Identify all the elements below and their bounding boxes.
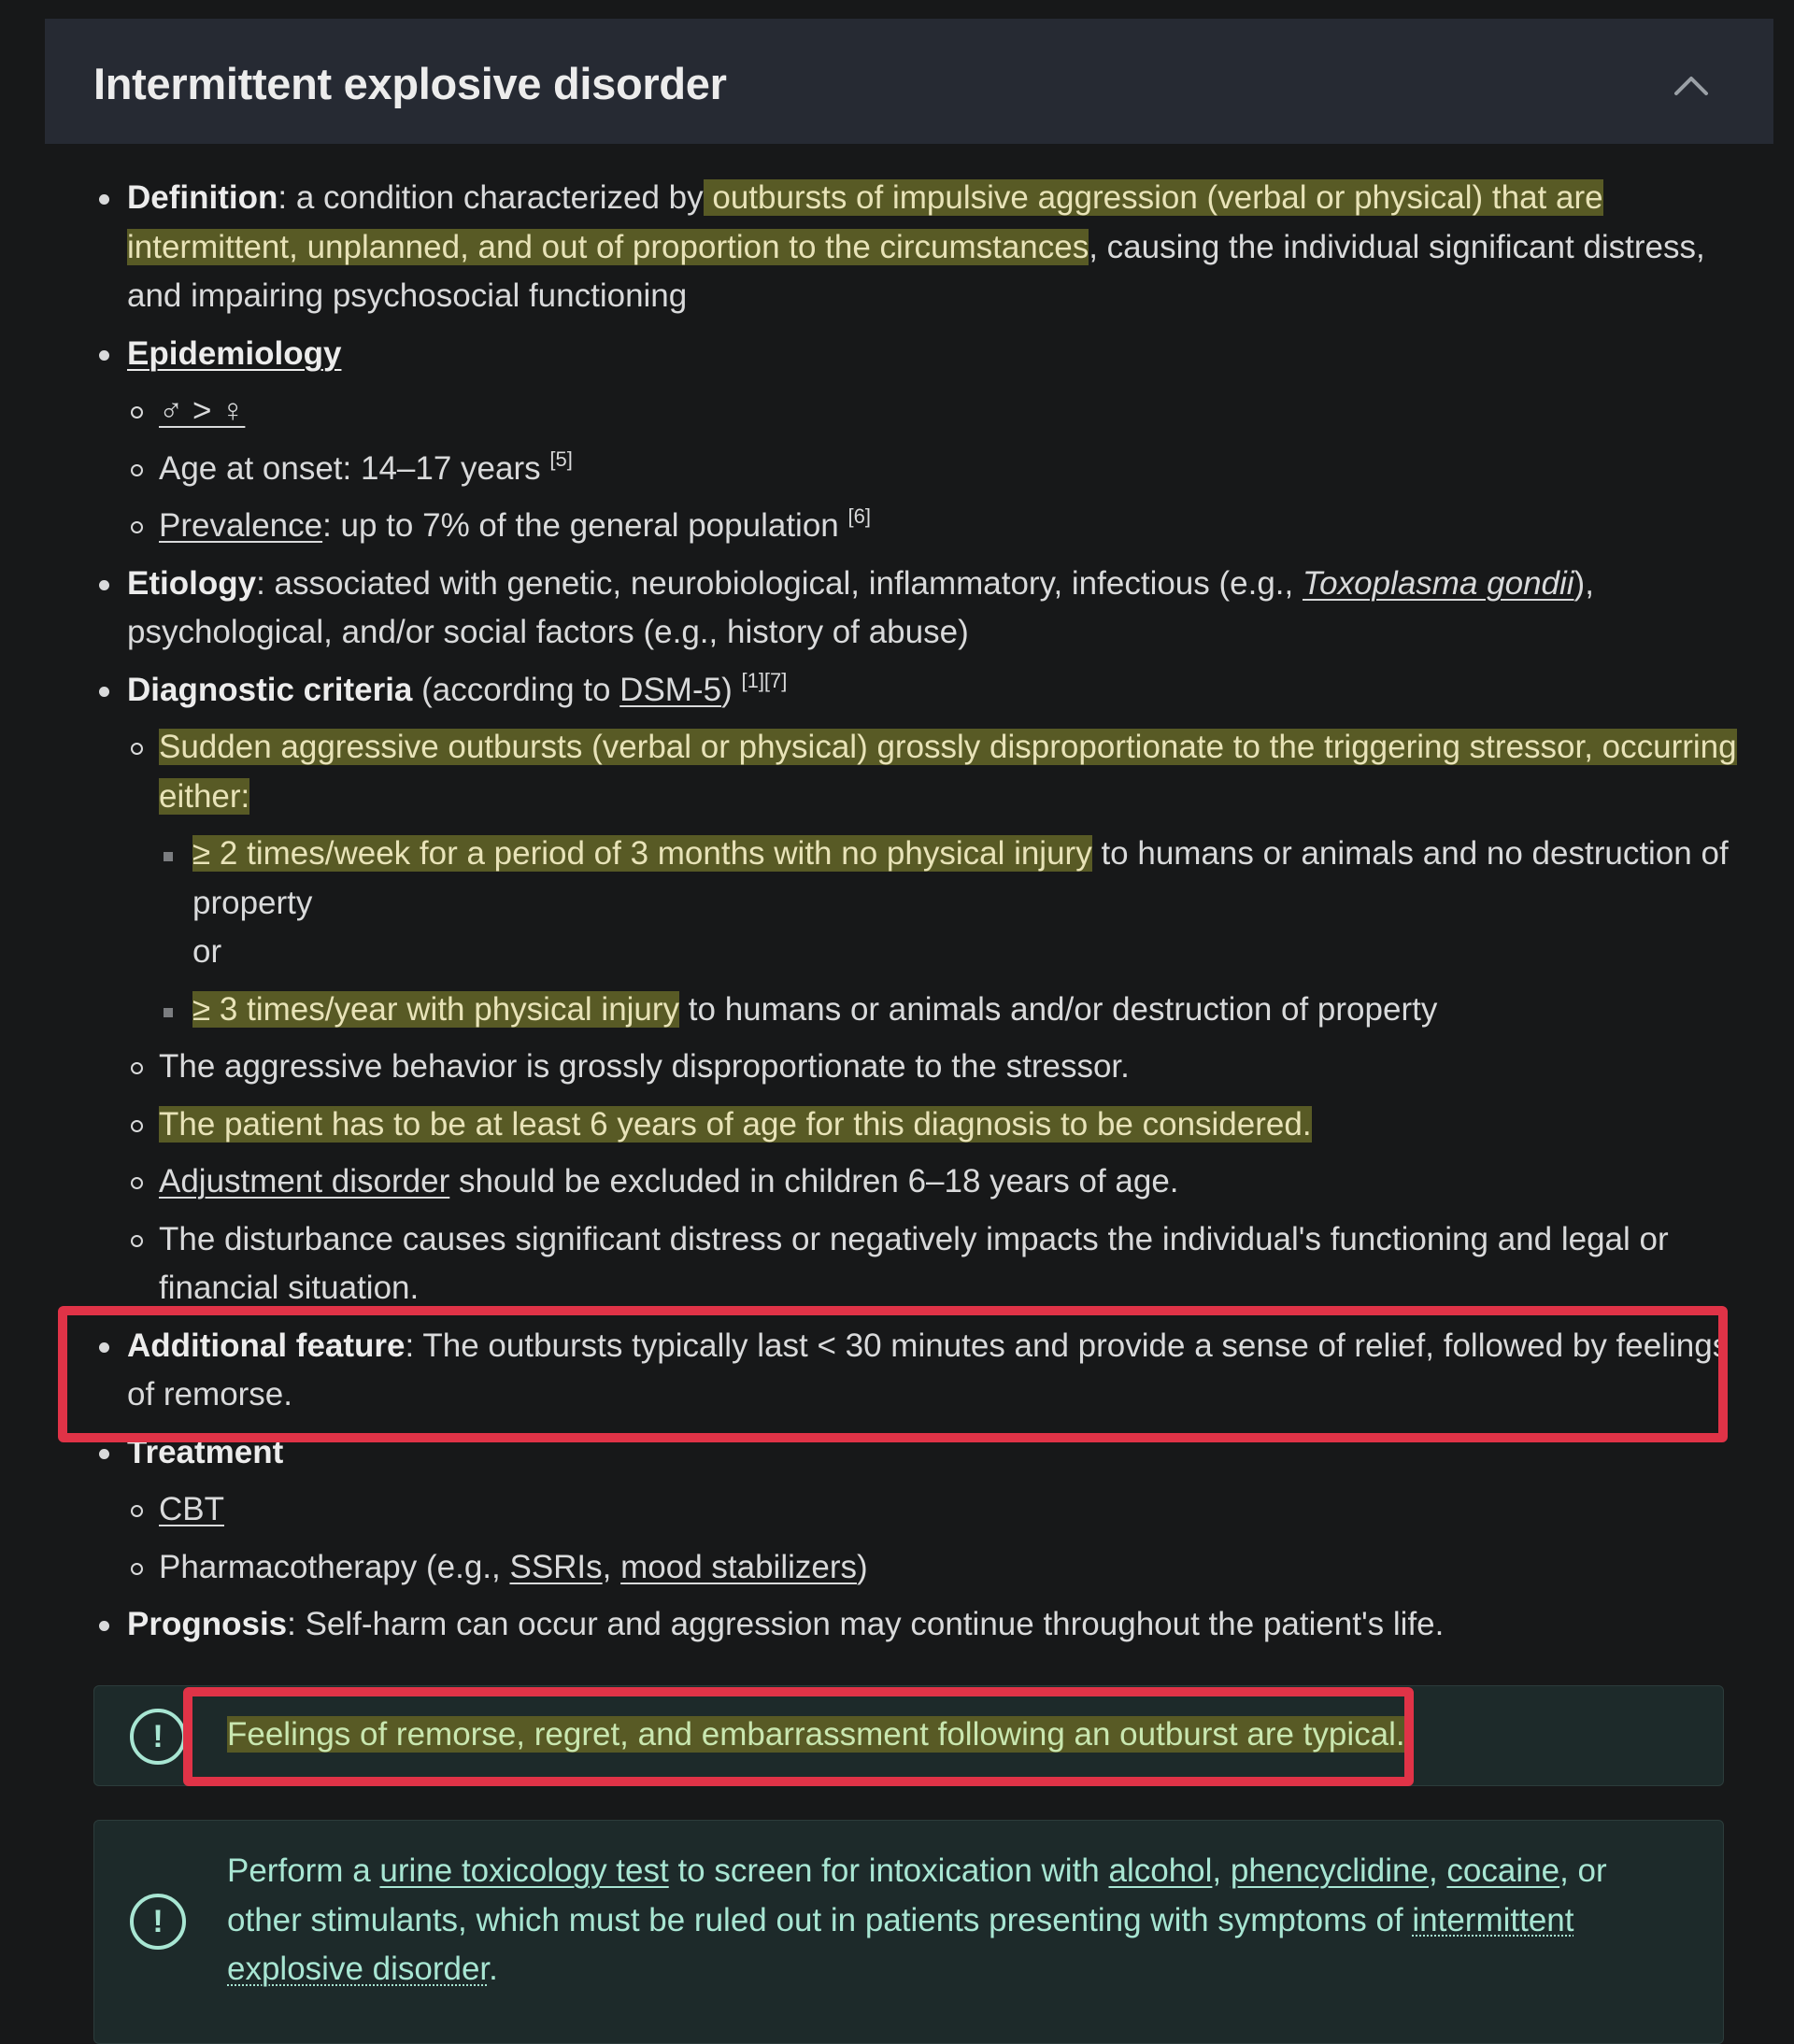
prognosis-item	[93, 1600, 1738, 1650]
etiology-label: Etiology	[127, 564, 257, 602]
tip-text-part: , or other stimulants, which must be ruled out in patients presenting with symptoms of	[227, 1852, 1607, 1938]
definition-item	[93, 174, 1738, 321]
treatment-item	[93, 1428, 1738, 1593]
criterion-disproportionate	[127, 1043, 1738, 1092]
epidemiology-item	[93, 330, 1738, 551]
epidemiology-link[interactable]: Epidemiology	[127, 334, 342, 372]
ssri-link[interactable]: SSRIs	[509, 1548, 603, 1585]
definition-text-2: , causing the individual significant distress, and impairing psychosocial functioning	[127, 228, 1705, 314]
onset-reference[interactable]: [5]	[549, 447, 573, 471]
criterion-age-text: The patient has to be at least 6 years of age for this diagnosis to be considered.	[159, 1105, 1312, 1143]
alcohol-link[interactable]: alcohol	[1108, 1852, 1213, 1889]
criterion-frequency-a	[159, 830, 1738, 977]
diagnostic-text: (according to	[412, 671, 620, 708]
criterion-distress-text: The disturbance causes significant distress or negatively impacts the individual's functioning and legal or financial situation.	[159, 1220, 1669, 1306]
tip-toxicology-text	[227, 1847, 1685, 1994]
additional-feature-text: : The outbursts typically last < 30 minutes and provide a sense of relief, followed by feelings of remorse.	[127, 1327, 1730, 1412]
separator: ,	[602, 1548, 621, 1585]
etiology-text: : associated with genetic, neurobiological, inflammatory, infectious (e.g.,	[256, 564, 1303, 602]
tip-text-part: .	[489, 1951, 498, 1987]
pharmacotherapy-text-2: )	[857, 1548, 868, 1585]
treatment-label: Treatment	[127, 1433, 284, 1470]
adjustment-disorder-link[interactable]: Adjustment disorder	[159, 1163, 450, 1199]
sex-ratio-item	[127, 387, 1738, 436]
prevalence-link[interactable]: Prevalence	[159, 507, 323, 544]
criterion-outbursts	[127, 723, 1738, 1034]
criterion-adjustment	[127, 1157, 1738, 1207]
criterion-frequency-b-highlight: ≥ 3 times/year with physical injury	[192, 990, 680, 1028]
dsm5-link[interactable]: DSM-5	[619, 671, 722, 708]
criterion-frequency-b-text: to humans or animals and/or destruction of property	[679, 990, 1438, 1028]
separator: ,	[1428, 1852, 1447, 1889]
cocaine-link[interactable]: cocaine	[1446, 1852, 1560, 1889]
onset-text: Age at onset: 14–17 years	[159, 449, 550, 487]
tip-highlight: Feelings of remorse, regret, and embarrassment following an outburst are typical.	[227, 1716, 1405, 1753]
definition-label: Definition	[127, 179, 278, 216]
phencyclidine-link[interactable]: phencyclidine	[1230, 1852, 1429, 1889]
diagnostic-criteria-label: Diagnostic criteria	[127, 671, 413, 708]
criterion-distress	[127, 1215, 1738, 1313]
toxoplasma-link[interactable]: Toxoplasma gondii	[1302, 564, 1574, 602]
criterion-frequency-a-highlight: ≥ 2 times/week for a period of 3 months with no physical injury	[192, 835, 1092, 872]
chevron-up-icon[interactable]	[1673, 71, 1710, 99]
prevalence-item	[127, 502, 1738, 551]
separator: ,	[1212, 1852, 1231, 1889]
tip-text	[227, 1710, 1405, 1760]
section-title: Intermittent explosive disorder	[93, 59, 727, 108]
diagnostic-criteria-item	[93, 666, 1738, 1313]
tip-box-toxicology	[93, 1820, 1724, 2044]
article-content	[93, 174, 1738, 1658]
mood-stabilizers-link[interactable]: mood stabilizers	[620, 1548, 858, 1585]
pharmacotherapy-text: Pharmacotherapy (e.g.,	[159, 1548, 510, 1585]
definition-highlight: outbursts of impulsive aggression (verbal or physical) that are intermittent, unplanned, and out of proportion to the circumstances	[127, 179, 1603, 265]
onset-item	[127, 445, 1738, 494]
exclamation-circle-icon: !	[130, 1709, 186, 1765]
etiology-item	[93, 560, 1738, 658]
sex-ratio-symbols[interactable]: ♂ > ♀	[159, 392, 246, 429]
criterion-outbursts-text: Sudden aggressive outbursts (verbal or physical) grossly disproportionate to the triggering stressor, occurring either:	[159, 729, 1737, 815]
prevalence-text: : up to 7% of the general population	[322, 507, 848, 544]
criterion-frequency-b	[159, 986, 1738, 1035]
cbt-item	[127, 1485, 1738, 1535]
etiology-text-2: ), psychological, and/or social factors (e.g., history of abuse)	[127, 564, 1594, 650]
prognosis-text: : Self-harm can occur and aggression may continue throughout the patient's life.	[287, 1606, 1445, 1642]
criterion-adjustment-text: should be excluded in children 6–18 years of age.	[449, 1163, 1179, 1199]
additional-feature-label: Additional feature	[127, 1327, 406, 1364]
cbt-link[interactable]: CBT	[159, 1491, 224, 1527]
section-header[interactable]	[45, 19, 1773, 144]
pharmacotherapy-item	[127, 1543, 1738, 1593]
additional-feature-item	[93, 1322, 1738, 1420]
criterion-disproportionate-text: The aggressive behavior is grossly disproportionate to the stressor.	[159, 1048, 1130, 1085]
urine-toxicology-link[interactable]: urine toxicology test	[379, 1852, 669, 1889]
exclamation-circle-icon: !	[130, 1894, 186, 1950]
or-text: or	[192, 933, 222, 970]
tip-box-remorse	[93, 1685, 1724, 1786]
criterion-age	[127, 1100, 1738, 1150]
tip-text-part: to screen for intoxication with	[668, 1852, 1109, 1889]
definition-text: : a condition characterized by	[278, 179, 704, 216]
prognosis-label: Prognosis	[127, 1606, 288, 1642]
ied-link[interactable]: intermittent explosive disorder	[227, 1901, 1574, 1987]
diagnostic-text-2: )	[721, 671, 742, 708]
prevalence-reference[interactable]: [6]	[847, 504, 871, 528]
diagnostic-reference[interactable]: [1][7]	[741, 668, 788, 692]
criterion-frequency-a-text: to humans or animals and no destruction of property	[192, 835, 1729, 921]
tip-text-part: Perform a	[227, 1852, 380, 1889]
